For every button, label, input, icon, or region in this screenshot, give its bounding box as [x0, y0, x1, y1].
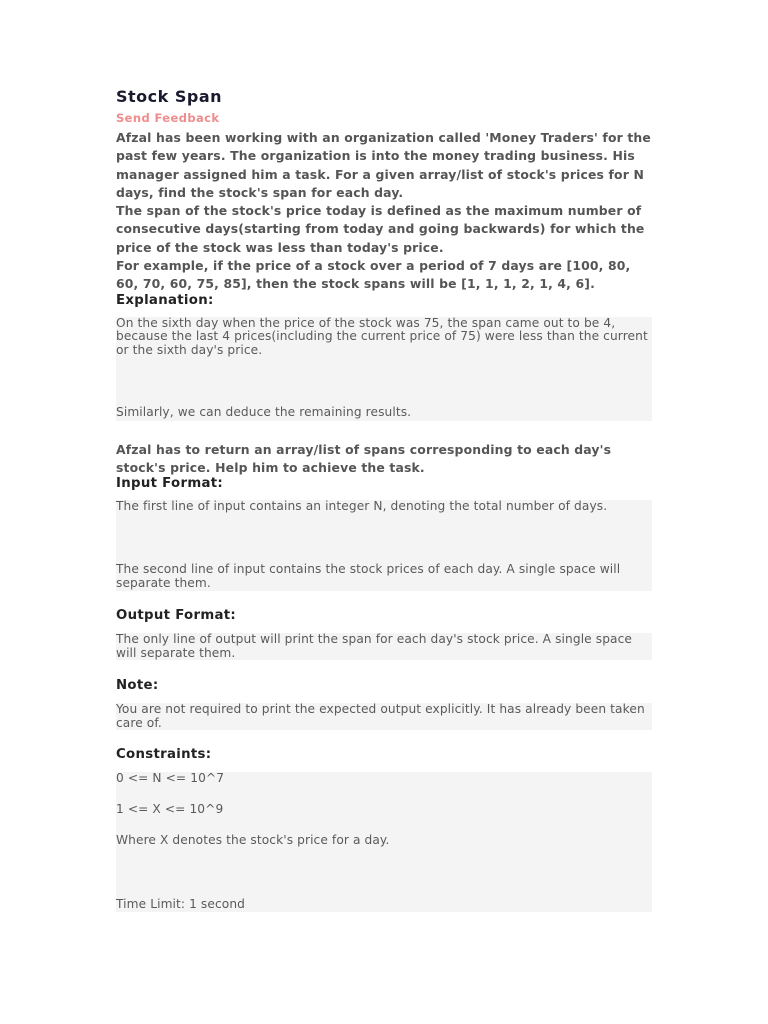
explanation-heading: Explanation: [116, 292, 214, 308]
input-format-heading: Input Format: [116, 476, 224, 492]
input-format-line-2: The second line of input contains the stock prices of each day. A single space will separate them. [116, 562, 621, 590]
explanation-conclusion: Similarly, we can deduce the remaining results. [116, 404, 412, 419]
send-feedback-link[interactable]: Send Feedback [116, 111, 220, 125]
intro-paragraph: Afzal has been working with an organization called 'Money Traders' for the past few years. The organization is into the money trading business. His manager assigned him a task. For a given array/list of stock's prices for N days, find the stock's span for each day. [116, 130, 651, 200]
output-format-box [116, 633, 652, 660]
output-format-heading: Output Format: [116, 608, 237, 624]
explanation-box [116, 317, 652, 421]
problem-statement [116, 86, 652, 912]
constraint-x: 1 <= X <= 10^9 [116, 802, 224, 817]
constraints-heading: Constraints: [116, 747, 212, 763]
constraints-box [116, 772, 652, 912]
span-definition-paragraph: The span of the stock's price today is defined as the maximum number of consecutive days(starting from today and going backwards) for which the price of the stock was less than today's price. [116, 203, 645, 255]
input-format-box [116, 500, 652, 591]
task-paragraph: Afzal has to return an array/list of spans corresponding to each day's stock's price. Help him to achieve the task. [116, 441, 612, 475]
constraint-n: 0 <= N <= 10^7 [116, 771, 225, 786]
explanation-text: On the sixth day when the price of the stock was 75, the span came out to be 4, because the last 4 prices(including the current price of 75) were less than the current or the sixth day's price. [116, 315, 648, 357]
constraint-x-definition: Where X denotes the stock's price for a day. [116, 833, 390, 848]
page-title: Stock Span [116, 87, 223, 106]
input-format-line-1: The first line of input contains an integer N, denoting the total number of days. [116, 499, 608, 514]
note-box [116, 703, 652, 730]
note-text: You are not required to print the expected output explicitly. It has already been taken care of. [116, 702, 645, 730]
note-heading: Note: [116, 678, 159, 694]
example-paragraph: For example, if the price of a stock over a period of 7 days are [100, 80, 60, 70, 60, 75, 85], then the stock spans will be [1, 1, 1, 2, 1, 4, 6]. [116, 258, 631, 292]
time-limit: Time Limit: 1 second [116, 897, 245, 912]
output-format-text: The only line of output will print the span for each day's stock price. A single space will separate them. [116, 632, 632, 660]
